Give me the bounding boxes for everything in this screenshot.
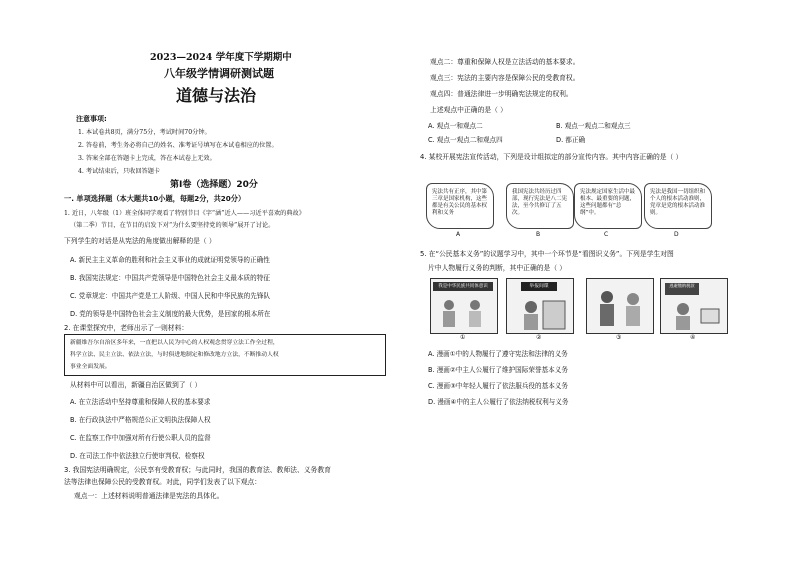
comic-4-number: ④: [690, 334, 696, 341]
q3-option-b[interactable]: B. 观点一观点二和观点三: [556, 122, 631, 130]
q3-stem-1: 3. 我国宪法明确规定，公民享有受教育权；与此同时，我国的教育法、教师法、义务教育: [64, 466, 331, 474]
comic-panel-4: [660, 278, 728, 334]
q2-option-c[interactable]: C. 在监察工作中加强对所有行使公职人员的监督: [70, 434, 211, 442]
q4-card-c: [574, 183, 642, 229]
q3-option-a[interactable]: A. 观点一和观点二: [428, 122, 483, 130]
q1-option-b[interactable]: B. 我国宪法规定：中国共产党领导是中国特色社会主义最本质的特征: [70, 274, 270, 282]
comic-4-figures: [661, 279, 727, 333]
section-title: 第Ⅰ卷（选择题）20分: [170, 180, 258, 190]
note-2: 2. 答卷前，考生务必将自己的姓名、准考证号填写在本试卷相应的位置。: [78, 142, 278, 149]
q2-option-a[interactable]: A. 在立法活动中坚持尊重和保障人权的基本要求: [70, 398, 211, 406]
q3-view-3: 观点三：宪法的主要内容是保障公民的受教育权。: [430, 74, 580, 82]
q4-card-c-text: 宪法规定国家生活中最根本、最重要的问题，这些问题都有“总纲”中。: [580, 189, 636, 216]
q2-material-1: 新疆维吾尔自治区多年来，一直把以人民为中心的人权观念贯穿立法工作全过程，: [70, 340, 279, 346]
exam-year: 2023—2024 学年度下学期期中: [150, 52, 292, 63]
q2-option-b[interactable]: B. 在行政执法中严格规范公正文明执法保障人权: [70, 416, 211, 424]
comic-4-sign: 逃避缴纳税款: [665, 283, 699, 295]
comic-2-number: ②: [536, 334, 542, 341]
comic-panel-3: [586, 278, 654, 334]
q1-option-a[interactable]: A. 新民主主义革命的胜利和社会主义事业的成就证明党领导的正确性: [70, 256, 270, 264]
q5-stem-1: 5. 在“公民基本义务”的议题学习中，其中一个环节是“看图识义务”。下列是学生对图: [420, 250, 674, 258]
comic-1-number: ①: [460, 334, 466, 341]
q5-option-c[interactable]: C. 漫画③中年轻人履行了依法服兵役的基本义务: [428, 382, 568, 390]
comic-panel-1: [430, 278, 498, 334]
comic-3-figures: [587, 279, 653, 333]
q4-label-a[interactable]: A: [456, 231, 461, 238]
q4-card-b-text: 我国宪法共经历过四部，现行宪法是八二宪法，至今共修订了五次。: [512, 189, 568, 216]
q2-ask: 从材料中可以看出，新疆自治区做到了（ ）: [70, 381, 202, 389]
q3-ask: 上述观点中正确的是（ ）: [430, 106, 507, 114]
q1-option-c[interactable]: C. 党章规定：中国共产党是工人阶级、中国人民和中华民族的先锋队: [70, 292, 271, 300]
q1-stem-1: 1. 近日，八年级（1）班全体同学观看了特别节目《字“涵”近人——习近平喜欢的典故》: [64, 210, 305, 217]
q1-stem-2: （第二季）节目，在节目的启发下对“为什么要坚持党的领导”展开了讨论。: [70, 222, 275, 229]
q4-label-b[interactable]: B: [536, 231, 541, 238]
q4-label-c[interactable]: C: [604, 231, 609, 238]
q3-option-c[interactable]: C. 观点一观点二和观点四: [428, 136, 503, 144]
comic-3-number: ③: [616, 334, 622, 341]
q3-view-1: 观点一：上述材料说明普通法律是宪法的具体化。: [74, 492, 224, 500]
part-title: 一. 单项选择题（本大题共10小题，每题2分，共20分）: [64, 194, 246, 203]
q5-stem-2: 片中人物履行义务的判断，其中正确的是（ ）: [428, 264, 567, 272]
q2-material-2: 科学立法、民主立法、依法立法，与时俱进地制定和修改地方立法，不断推动人权: [70, 352, 279, 358]
q4-card-a: [426, 183, 494, 229]
q1-option-d[interactable]: D. 党的领导是中国特色社会主义制度的最大优势，是回家的根本所在: [70, 310, 271, 318]
q5-option-b[interactable]: B. 漫画②中主人公履行了维护国际荣誉基本义务: [428, 366, 568, 374]
q1-stem-3: 下列学生的对话是从宪法的角度做出解释的是（ ）: [64, 237, 216, 245]
comic-1-sign: 我是中华民族共同体意识: [433, 282, 493, 291]
subject-title: 道德与法治: [176, 86, 257, 105]
q2-option-d[interactable]: D. 在司法工作中依法独立行使审判权、检察权: [70, 452, 205, 460]
q4-card-d-text: 宪法是我国一切组织和个人的根本活动准则，党章是党的根本活动准则。: [650, 189, 706, 216]
q5-option-d[interactable]: D. 漫画④中的主人公履行了依法纳税权利与义务: [428, 398, 569, 406]
comic-panel-2: [506, 278, 574, 334]
q4-stem: 4. 某校开展宪法宣传活动，下列是设计组拟定的部分宣传内容。其中内容正确的是（ ）: [420, 153, 683, 161]
q3-option-d[interactable]: D. 都正确: [556, 136, 586, 144]
comic-2-sign: 举报间谍: [521, 282, 557, 291]
exam-title: 八年级学情调研测试题: [164, 67, 274, 80]
note-3: 3. 答案全部在答题卡上完成，答在本试卷上无效。: [78, 155, 216, 162]
comic-1-figures: [431, 279, 497, 333]
note-4: 4. 考试结束后，只收回答题卡: [78, 168, 161, 175]
q3-view-2: 观点二：尊重和保障人权是立法活动的基本要求。: [430, 58, 580, 66]
q2-stem: 2. 在课堂探究中，老师出示了一则材料：: [64, 324, 189, 332]
q4-card-a-text: 宪法共有正序，其中第三章是国家机构，这些都是有关公民的基本权利和义务: [432, 189, 488, 216]
q3-stem-2: 法等法律也保障公民的受教育权。对此，同学们发表了以下观点：: [64, 478, 262, 486]
notes-title: 注意事项:: [76, 115, 107, 123]
q4-card-b: [506, 183, 574, 229]
comic-2-figures: [507, 279, 573, 333]
q2-material-3: 事业全面发展。: [70, 364, 111, 370]
q4-card-d: [644, 183, 712, 229]
q5-option-a[interactable]: A. 漫画①中的人物履行了遵守宪法和法律的义务: [428, 350, 568, 358]
q4-label-d[interactable]: D: [674, 231, 679, 238]
q3-view-4: 观点四：普通法律进一步明确宪法规定的权利。: [430, 90, 573, 98]
note-1: 1. 本试卷共8页，满分75分，考试时间70分钟。: [78, 129, 211, 136]
